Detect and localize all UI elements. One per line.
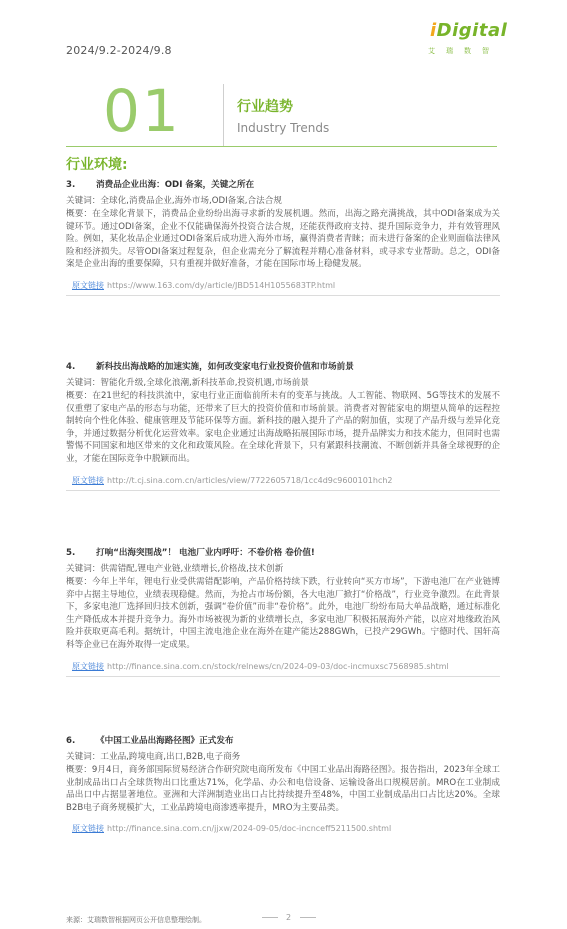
news-divider (66, 295, 500, 296)
source-url[interactable]: http://finance.sina.com.cn/stock/relnews/cn/2024-09-03/doc-incmuxsc7568985.shtml (107, 661, 449, 671)
section-vertical-divider (223, 84, 224, 146)
news-title (66, 179, 500, 191)
news-keywords: 关键词：工业品,跨境电商,出口,B2B,电子商务 (66, 752, 241, 762)
section-title-en: Industry Trends (237, 121, 330, 135)
news-title-text: 消费品企业出海：ODI 备案，关键之所在 (96, 180, 255, 190)
page-dash-left (262, 917, 278, 918)
page-number (254, 913, 324, 922)
source-link[interactable]: 原文链接 (72, 824, 104, 834)
news-summary: 概要：在21世纪的科技洪流中，家电行业正面临前所未有的变革与挑战。人工智能、物联网、5G等技术的发展不仅重塑了家电产品的形态与功能，还带来了巨大的投资价值和市场前景。消费者对智能家电的期望从简单的远程控制转向个性化体验、健康管理及节能环保等方面。新科技的融入提升了产品的附加值，实现了产品升级与差异化竞争，并通过数据分析优化运营效率。家电企业通过出海战略拓展国际市场，提升品牌实力和技术能力，但同时也需警惕不同国家和地区带来的文化和政策风险。在全球化背景下，只有紧跟科技潮流、不断创新并具备全球视野的企业，才能在国际竞争中脱颖而出。 (66, 391, 500, 464)
news-item-6 (66, 735, 500, 835)
news-divider (66, 676, 500, 677)
source-url[interactable]: http://finance.sina.com.cn/jjxw/2024-09-05/doc-incnceff5211500.shtml (107, 824, 392, 834)
report-date-range: 2024/9.2-2024/9.8 (66, 44, 172, 57)
news-number: 5. (66, 548, 76, 558)
news-title (66, 735, 500, 747)
page-number-text: 2 (286, 913, 293, 922)
news-item-4 (66, 361, 500, 491)
logo-wordmark (430, 20, 507, 41)
news-title-text: 新科技出海战略的加速实施，如何改变家电行业投资价值和市场前景 (96, 362, 354, 372)
section-title-cn: 行业趋势 (237, 99, 293, 115)
news-summary: 概要：在全球化背景下，消费品企业纷纷出海寻求新的发展机遇。然而，出海之路充满挑战，其中ODI备案成为关键环节。通过ODI备案，企业不仅能确保海外投资合法合规，还能获得政府支持、提升国际竞争力，并有效管理风险。例如，某化妆品企业通过ODI备案后成功进入海外市场，赢得消费者青睐；而未进行备案的企业则面临法律风险和经济损失。尽管ODI备案过程复杂，但企业需充分了解流程并精心准备材料，或寻求专业帮助。总之，ODI备案是企业出海的重要保障，只有重视并做好准备，才能在国际市场上稳健发展。 (66, 209, 500, 270)
news-link-row (72, 280, 500, 292)
logo-letters-digital: Digital (436, 20, 508, 41)
news-number: 4. (66, 362, 76, 372)
news-number: 6. (66, 736, 76, 746)
news-divider (66, 490, 500, 491)
logo-subtitle: 艾瑞数智 (428, 47, 500, 55)
news-keywords: 关键词：智能化升级,全球化浪潮,新科技革命,投资机遇,市场前景 (66, 378, 309, 388)
news-link-row (72, 823, 500, 835)
news-title (66, 361, 500, 373)
news-item-5 (66, 547, 500, 677)
news-summary: 概要：今年上半年，锂电行业受供需错配影响，产品价格持续下跌，行业转向“买方市场”，下游电池厂在产业链博弈中占据主导地位，业绩表现稳健。然而，为抢占市场份额，各大电池厂掀打“价格战”，行业竞争激烈。在此背景下，多家电池厂选择回归技术创新，强调“卷价值”而非“卷价格”。此外，电池厂纷纷布局大单品战略，通过标准化生产降低成本并提升竞争力。海外市场被视为新的业绩增长点，多家电池厂积极拓展海外产能，以应对地缘政治风险并获取更高毛利。据统计，中国主流电池企业在海外在建产能达288GWh，已投产29GWh。宁德时代、国轩高科等企业已在海外取得一定成果。 (66, 577, 500, 650)
source-link[interactable]: 原文链接 (72, 280, 104, 290)
news-keywords: 关键词：供需错配,锂电产业链,业绩增长,价格战,技术创新 (66, 564, 284, 574)
news-title-text: 打响“出海突围战”！ 电池厂业内呼吁：不卷价格 卷价值! (96, 548, 315, 558)
news-title (66, 547, 500, 559)
page-dash-right (300, 917, 316, 918)
logo-letter-i: i (430, 20, 437, 41)
news-item-3 (66, 179, 500, 296)
footer-source-note: 来源：艾瑞数智根据网页公开信息整理绘制。 (66, 916, 206, 924)
news-number: 3. (66, 180, 76, 190)
news-title-text: 《中国工业品出海路径图》正式发布 (96, 736, 234, 746)
news-keywords: 关键词：全球化,消费品企业,海外市场,ODI备案,合法合规 (66, 196, 282, 206)
section-number: 01 (103, 77, 181, 145)
source-url[interactable]: http://t.cj.sina.com.cn/articles/view/7722605718/1cc4d9c9600101hch2 (107, 475, 393, 485)
news-link-row (72, 661, 500, 673)
idigital-logo (418, 20, 518, 60)
industry-environment-heading: 行业环境: (66, 157, 128, 173)
source-url[interactable]: https://www.163.com/dy/article/JBD514H1055683TP.html (107, 280, 336, 290)
source-link[interactable]: 原文链接 (72, 475, 104, 485)
news-link-row (72, 475, 500, 487)
section-horizontal-divider (66, 146, 497, 147)
source-link[interactable]: 原文链接 (72, 661, 104, 671)
news-summary: 概要：9月4日，商务部国际贸易经济合作研究院电商所发布《中国工业品出海路径图》。报告指出，2023年全球工业制成品出口占全球货物出口比重达71%，化学品、办公和电信设备、运输设备出口规模居前。MRO在工业制成品出口中占据显著地位。亚洲和大洋洲制造业出口占比持续提升至48%，中国工业制成品出口占比达20%。全球B2B电子商务规模扩大，工业品跨境电商渗透率提升，MRO为主要品类。 (66, 765, 500, 813)
